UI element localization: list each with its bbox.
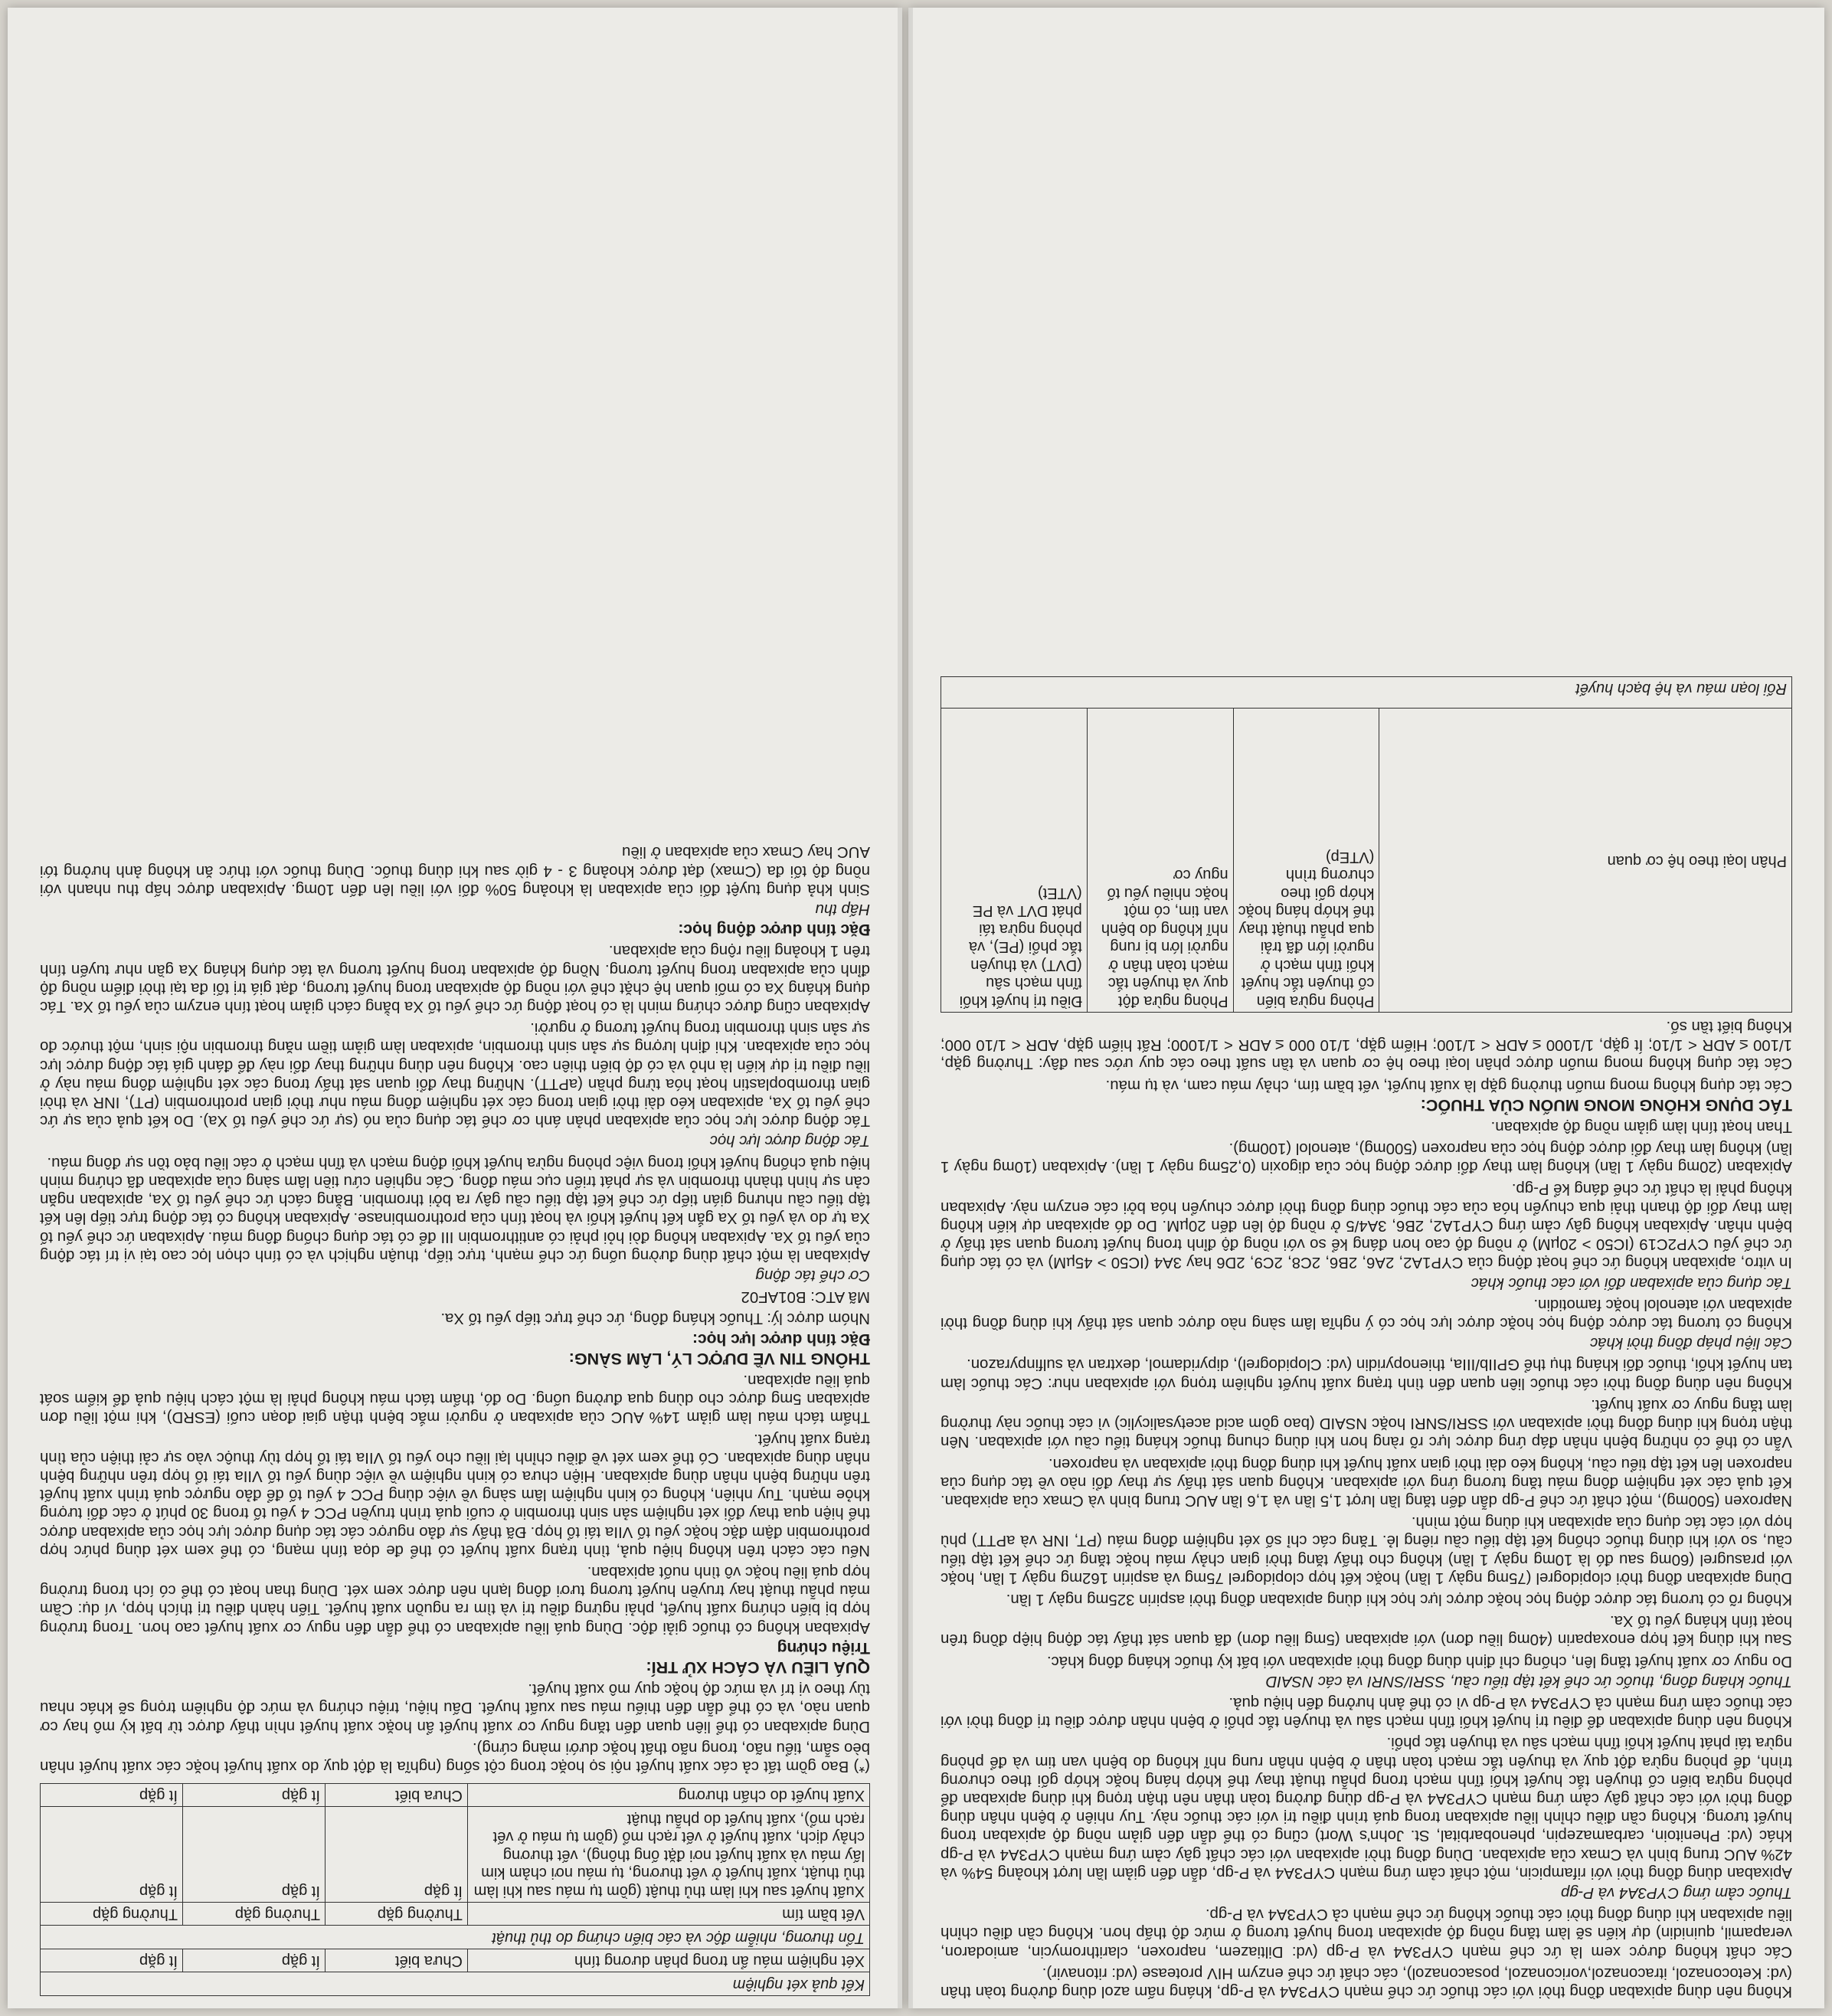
- table-section-row: [41, 1926, 870, 1949]
- adverse-effects-table-header: [941, 676, 1792, 1013]
- paragraph-bleeding-risk: Dùng apixaban có thể liên quan đến tăng nguy cơ xuất huyết ẩn hoặc xuất huyết nhìn thấy được từ bất kỳ mô hay cơ quan nào, và có thể dẫn đến thiếu máu sau xuất huyết. Dấu hiệu, triệu chứng và mức độ nghiêm trọng sẽ khác nhau tùy theo vị trí và mức độ hoặc quy mô xuất huyết.: [40, 1681, 870, 1735]
- paragraph-pd-effects-2: Apixaban cũng được chứng minh là có hoạt động ức chế yếu tố Xa bằng cách giảm hoạt tính enzym của yếu tố Xa. Tác dụng kháng Xa có mối quan hệ chặt chẽ với nồng độ apixaban trong huyết tương, đạt giá trị tối đa tại thời điểm nồng độ đỉnh của apixaban trong huyết tương. Nồng độ apixaban trong huyết tương và tác dụng kháng Xa gần như tuyến tính trên 1 khoảng liều rộng của apixaban.: [40, 942, 870, 1016]
- paragraph-naproxen: Naproxen (500mg), một chất ức chế P-gp dẫn đến tăng lần lượt 1,5 lần và 1,6 lần AUC trung bình và Cmax của apixaban. Kết quả các xét nghiệm đông máu tăng tương ứng với apixaban. Không quan sát thấy sự thay đổi nào về tác dụng của naproxen lên kết tập tiểu cầu, không kéo dài thời gian xuất huyết khi dùng đồng thời apixaban và naproxen.: [941, 1455, 1792, 1509]
- table-header-row: [941, 708, 1792, 1012]
- paragraph-digoxin: Apixaban (20mg ngày 1 lần) không làm thay đổi dược động học của digoxin (0,25mg ngày 1 lần). Apixaban (10mg ngày 1 lần) không làm thay đổi dược động học của naproxen (500mg), atenolol (100mg).: [941, 1140, 1792, 1176]
- page-fold-shadow: [908, 8, 913, 2008]
- cell-freq-vtet: Ít gặp: [41, 1949, 183, 1973]
- adverse-effects-table-continued: [40, 1783, 870, 1996]
- heading-overdose: QUÁ LIỀU VÀ CÁCH XỬ TRÍ:: [646, 1658, 870, 1677]
- cell-freq-af: Thường gặp: [182, 1903, 325, 1926]
- header-stroke-prevention: Phòng ngừa đột quỵ và thuyên tắc mạch toàn thân ở người lớn bị rung nhĩ không do bệnh van tim, có một hoặc nhiều yếu tố nguy cơ: [1087, 708, 1233, 1012]
- header-vtet: Điều trị huyết khối tĩnh mạch sâu (DVT) và thuyên tắc phổi (PE), và phòng ngừa tái phát DVT và PE (VTEt): [941, 708, 1088, 1012]
- paragraph-adverse-frequency: Các tác dụng không mong muốn được phân loại theo hệ cơ quan và tần suất theo các quy ước sau đây: Thường gặp, 1/100 ≤ ADR < 1/10; Ít gặp, 1/1000 ≤ ADR < 1/100; Hiếm gặp, 1/10 000 ≤ ADR < 1/1000; Rất hiếm gặp, ADR < 1/10 000; Không biết tần số.: [941, 1018, 1792, 1072]
- table-section-row: [941, 676, 1792, 708]
- heading-pharmacology: THÔNG TIN VỀ DƯỢC LÝ, LÂM SÀNG:: [568, 1349, 870, 1368]
- subheading-inducers: Thuốc cảm ứng CYP3A4 và P-gp: [1561, 1883, 1792, 1901]
- table-row: [41, 1784, 870, 1808]
- text-column-right: [40, 15, 870, 2001]
- text-column-left: [941, 15, 1792, 2001]
- section-injury: Tổn thương, nhiễm độc và các biến chứng do thủ thuật: [41, 1926, 870, 1949]
- paragraph-charcoal: Than hoạt tính làm giảm nồng độ apixaban.: [1490, 1118, 1792, 1136]
- cell-effect: Xuất huyết sau khi làm thủ thuật (gồm tụ máu sau khi làm thủ thuật, xuất huyết ở vết thương, tụ máu nơi chảm kim lấy máu và xuất huyết nơi đặt ống thông), vết thương chảy dịch, xuất huyết ở vết rạch mổ (gồm tụ máu ở vết rạch mổ), xuất huyết do phẫu thuật: [467, 1807, 869, 1903]
- table-row: [41, 1949, 870, 1973]
- leaflet-page-right: [8, 8, 902, 2008]
- paragraph-aspirin: Không rõ có tương tác dược động học hoặc dược lực học khi dùng apixaban đồng thời aspirin 325mg ngày 1 lần.: [1006, 1590, 1792, 1608]
- paragraph-footnote: (*) Bao gồm tất cả các xuất huyết nội sọ hoặc trong cột sống (nghĩa là đột quỵ do xuất huyết hoặc các xuất huyết nhân bèo sẫm, tiểu não, trong não thất hoặc dưới màng cứng).: [40, 1739, 870, 1775]
- cell-freq-vtep: Thường gặp: [325, 1903, 467, 1926]
- header-vtep: Phòng ngừa biến cố thuyên tắc huyết khối tĩnh mạch ở người lớn đã trải qua phẫu thuật thay thế khớp háng hoặc khớp gối theo chương trình (VTEp): [1233, 708, 1379, 1012]
- cell-freq-vtep: Chưa biết: [325, 1784, 467, 1808]
- paragraph-atc-code: Mã ATC: B01AF02: [741, 1288, 870, 1306]
- subheading-effect-on-other-drugs: Tác dụng của apixaban đối với các thuốc khác: [1471, 1274, 1792, 1291]
- cell-freq-vtet: Ít gặp: [41, 1784, 183, 1808]
- paragraph-overdose-1: Apixaban không có thuốc giải độc. Dùng quá liều apixaban có thể dẫn đến nguy cơ xuất huyết cao hơn. Trong trường hợp bị biến chứng xuất huyết, phải ngừng điều trị và tìm ra nguồn xuất huyết. Tiến hành điều trị thích hợp, ví dụ: Cầm máu phẫu thuật hay truyền huyết tương tươi đông lạnh nên được xem xét. Dùng than hoạt có thể có ích trong trường hợp quá liều hoặc vô tình nuốt apixaban.: [40, 1563, 870, 1636]
- page-fold-shadow: [898, 8, 902, 2008]
- paragraph-overdose-2: Nếu các cách trên không hiệu quả, tình trạng xuất huyết có thể đe dọa tính mạng, có thể xem xét dùng phức hợp prothrombin đậm đặc hoặc yếu tố VIIa tái tổ hợp. Đã thấy sự đảo ngược các tác dụng dược lực học của apixaban được thể hiện qua thay đổi xét nghiệm sản sinh thrombin ở cuối quá trình truyền PCC 4 yếu tố trong 30 phút ở các đối tượng khỏe mạnh. Tuy nhiên, không có kinh nghiệm lâm sàng về việc dùng PCC 4 yếu tố để đảo ngược quá trình xuất huyết trên những bệnh nhân dùng apixaban. Hiện chưa có kinh nghiệm về việc dùng yếu tố VIIa tái tổ hợp trên những bệnh nhân dùng apixaban. Có thể xem xét về điều chỉnh lại liều cho yếu tố VIIa tái tổ hợp tùy thuộc vào sự cải thiện của tình trạng xuất huyết.: [40, 1430, 870, 1559]
- table-row: [41, 1807, 870, 1903]
- paragraph-caution: Vẫn có thể có những bệnh nhân đáp ứng dược lực rõ ràng hơn khi dùng chung thuốc kháng tiểu cầu với apixaban. Nên thận trọng khi dùng đồng thời apixaban với SSRI/SNRI hoặc NSAID (bao gồm acid acetysalicylic) vì các thuốc này thường làm tăng nguy cơ xuất huyết.: [941, 1396, 1792, 1451]
- section-blood-lymph: Rối loạn máu và hệ bạch huyết: [941, 676, 1792, 708]
- paragraph-pd-effects-1: Tác động dược lực học của apixaban phản ánh cơ chế tác dụng của nó (sự ức chế yếu tố Xa). Do kết quả của sự ức chế yếu tố Xa, apixaban kéo dài thời gian trong các xét nghiệm đông máu như thời gian prothrombin (PT), INR và thời gian thromboplastin hoạt hóa từng phần (aPTT). Những thay đổi quan sát thấy trong các xét nghiệm đông máu này ở liều điều trị dự kiến là nhỏ và có độ biến thiên cao. Không nên dùng những thay đổi này để đánh giá tác động dược lực học của apixaban. Khi định lượng sự sản sinh thrombin, apixaban làm giảm tiềm năng thrombin nội sinh, một thước đo sự sản sinh thrombin trong huyết tương ở người.: [40, 1019, 870, 1130]
- section-lab-results: Kết quả xét nghiệm: [41, 1972, 870, 1996]
- heading-adverse-effects: TÁC DỤNG KHÔNG MONG MUỐN CỦA THUỐC:: [1420, 1095, 1792, 1114]
- paragraph-not-recommended-2: Không nên dùng đồng thời các thuốc liên quan đến tình trạng xuất huyết nghiêm trọng với apixaban như: Các thuốc làm tan huyết khối, thuốc đối kháng thụ thể GPIIb/IIIa, thienopyridin (vd: Clopidogrel), dipyridamol, dextran và sulfinpyrazon.: [941, 1356, 1792, 1392]
- paragraph-adverse-common: Các tác dụng không mong muốn thường gặp là xuất huyết, vết bầm tím, chảy máu cam, và tụ máu.: [1105, 1076, 1792, 1094]
- subheading-pharmacokinetics: Đặc tính dược động học:: [678, 921, 870, 939]
- subheading-other-therapies: Các liệu pháp đồng thời khác: [1590, 1334, 1792, 1352]
- header-organ-class: Phân loại theo hệ cơ quan: [1379, 708, 1792, 1012]
- subheading-symptoms: Triệu chứng: [777, 1638, 870, 1657]
- cell-effect: Xét nghiệm máu ẩn trong phân dương tính: [467, 1949, 869, 1973]
- table-row: [41, 1903, 870, 1926]
- cell-effect: Xuất huyết do chấn thương: [467, 1784, 869, 1808]
- cell-freq-vtep: Chưa biết: [325, 1949, 467, 1973]
- paragraph-not-recommended: Không nên dùng apixaban để điều trị huyết khối tĩnh mạch sâu và thuyên tắc phổi ở bệnh nhân được điều trị đồng thời với các thuốc cảm ứng mạnh cả CYP3A4 và P-gp vì có thể ảnh hưởng đến hiệu quả.: [941, 1694, 1792, 1730]
- paragraph-strong-inhibitors: Không nên dùng apixaban đồng thời với các thuốc ức chế mạnh CYP3A4 và P-gp, kháng nấm azol dùng đường toàn thân (vd: Ketoconazol, itraconazol,voriconazol, posaconazol), các chất ức chế enzym HIV protease (vd: ritonavir).: [941, 1964, 1792, 2000]
- paragraph-other-therapies: Không có tương tác dược động học hoặc dược lực học có ý nghĩa lâm sàng nào được quan sát thấy khi dùng đồng thời apixaban với atenolol hoặc famotidin.: [941, 1295, 1792, 1332]
- cell-effect: Vết bầm tím: [467, 1903, 869, 1926]
- paragraph-drug-group: Nhóm dược lý: Thuốc kháng đông, ức chế trực tiếp yếu tố Xa.: [440, 1310, 870, 1327]
- paragraph-anticoagulants: Do nguy cơ xuất huyết tăng lên, chống chỉ định dùng đồng thời apixaban với bất kỳ thuốc kháng đông khác.: [1046, 1652, 1792, 1670]
- paragraph-enoxaparin: Sau khi dùng kết hợp enoxaparin (40mg liều đơn) với apixaban (5mg liều đơn) đã quan sát thấy tác động hiệp đồng trên hoạt tính kháng yếu tố Xa.: [941, 1612, 1792, 1648]
- cell-freq-af: Ít gặp: [182, 1784, 325, 1808]
- cell-freq-vtet: Thường gặp: [41, 1903, 183, 1926]
- paragraph-inducers: Apixaban dùng đồng thời với rifampicin, một chất cảm ứng mạnh CYP3A4 và P-gp, dẫn đến giảm lần lượt khoảng 54% và 42% AUC trung bình và Cmax của apixaban. Dùng đồng thời apixaban với các chất gây cảm ứng mạnh CYP3A4 và P-gp khác (vd: Phenitoin, carbamazepin, phenobarbital, St. John's Wort) cũng có thể dẫn đến giảm nồng độ apixaban trong huyết tương. Không cần điều chỉnh liều apixaban trong quá trình điều trị với các thuốc này. Tuy nhiên ở bệnh nhân dùng đồng thời với các chất gây cảm ứng mạnh CYP3A4 và P-gp dùng đường toàn thân nên thận trọng khi dùng apixaban để phòng ngừa biến cố thuyên tắc huyết khối tĩnh mạch trong phẫu thuật thay thế khớp háng hoặc khớp gối theo chương trình, để phòng ngừa đột quỵ và thuyên tắc mạch toàn thân ở bệnh nhân rung nhĩ không do bệnh van tim và để phòng ngừa tái phát huyết khối tĩnh mạch sâu và thuyên tắc phổi.: [941, 1734, 1792, 1881]
- paragraph-absorption: Sinh khả dụng tuyệt đối của apixaban là khoảng 50% đối với liều lên đến 10mg. Apixaban được hấp thu nhanh với nồng độ tối đa (Cmax) đạt được khoảng 3 - 4 giờ sau khi dùng thuốc. Dùng thuốc với thức ăn không ảnh hưởng tới AUC hay Cmax của apixaban ở liều: [40, 843, 870, 898]
- subheading-pharmacodynamics: Đặc tính dược lực học:: [692, 1330, 870, 1348]
- paragraph-moderate-inhibitors: Các chất không được xem là ức chế mạnh CYP3A4 và P-gp (vd: Diltiazem, naproxen, clarithromycin, amiodaron, verapamil, quinidin) dự kiến sẽ làm tăng nồng độ apixaban trong huyết tương ở mức độ thấp hơn. Không cần điều chỉnh liều apixaban khi dùng đồng thời các thuốc không ức chế mạnh cả CYP3A4 và P-gp.: [941, 1906, 1792, 1960]
- leaflet-page-left: [908, 8, 1824, 2008]
- subheading-anticoagulants: Thuốc kháng đông, thuốc ức chế kết tập tiểu cầu, SSRI/SNRI và các NSAID: [1265, 1672, 1792, 1690]
- paragraph-dialysis: Thẩm tách máu làm giảm 14% AUC của apixaban ở người mắc bệnh thận giai đoạn cuối (ESRD), khi một liều đơn apixaban 5mg được cho dùng qua đường uống. Do đó, thẩm tách máu không phải là một cách hiệu quả để kiểm soát quá liều apixaban.: [40, 1371, 870, 1426]
- cell-freq-vtep: Ít gặp: [325, 1807, 467, 1903]
- cell-freq-af: Ít gặp: [182, 1807, 325, 1903]
- cell-freq-vtet: Ít gặp: [41, 1807, 183, 1903]
- paragraph-in-vitro: In vitro, apixaban không ức chế hoạt động của CYP1A2, 2A6, 2B6, 2C8, 2C9, 2D6 hay 3A4 (IC50 > 45µM) và có tác dụng ức chế yếu CYP2C19 (IC50 > 20µM) ở nồng độ cao hơn đáng kể so với nồng độ đỉnh trong huyết tương quan sát thấy ở bệnh nhân. Apixaban không gây cảm ứng CYP1A2, 2B6, 3A4/5 ở nồng độ lên đến 20µM. Do đó apixaban dự kiến không làm thay đổi độ thanh thải qua chuyển hóa của các thuốc dùng đồng thời được chuyển hóa bởi các enzym này. Apixaban không phải là chất ức chế đáng kể P-gp.: [941, 1180, 1792, 1271]
- cell-freq-af: Ít gặp: [182, 1949, 325, 1973]
- paragraph-mechanism: Apixaban là một chất dùng đường uống ức chế mạnh, trực tiếp, thuận nghịch và có tính chọn lọc cao tại vị trí tác động của yếu tố Xa. Apixaban không đòi hỏi phải có antithrombin III để có tác dụng chống đông máu. Apixaban ức chế yếu tố Xa tự do và yếu tố Xa gắn kết huyết khối và hoạt tính của prothrombinase. Apixaban không có tác động trực tiếp lên kết tập tiểu cầu nhưng gián tiếp ức chế kết tập tiểu cầu gây ra bởi thrombin. Bằng cách ức chế yếu tố Xa, apixaban ngăn cản sự hình thành thrombin và sự phát triển cục máu đông. Các nghiên cứu tiền lâm sàng của apixaban đã chứng minh hiệu quả chống huyết khối trong việc phòng ngừa huyết khối động mạch và tĩnh mạch ở các liều bảo tồn sự đông máu.: [40, 1154, 870, 1264]
- subheading-mechanism: Cơ chế tác động: [755, 1266, 870, 1284]
- table-section-row: [41, 1972, 870, 1996]
- subheading-pd-effects: Tác động dược lực học: [709, 1132, 870, 1150]
- paragraph-clopidogrel: Dùng apixaban đồng thời clopidogrel (75mg ngày 1 lần) hoặc kết hợp clopidogrel 75mg và aspirin 162mg ngày 1 lần, hoặc với prasugrel (60mg sau đó là 10mg ngày 1 lần) không cho thấy tăng thời gian chảy máu hoặc tăng ức chế kết tập tiểu cầu, so với khi dùng thuốc chống kết tập tiểu cầu riêng lẻ. Tăng các chỉ số xét nghiệm đông máu (PT, INR và aPTT) phù hợp với các tác dụng của apixaban khi dùng một mình.: [941, 1514, 1792, 1586]
- subheading-absorption: Hấp thu: [815, 901, 870, 918]
